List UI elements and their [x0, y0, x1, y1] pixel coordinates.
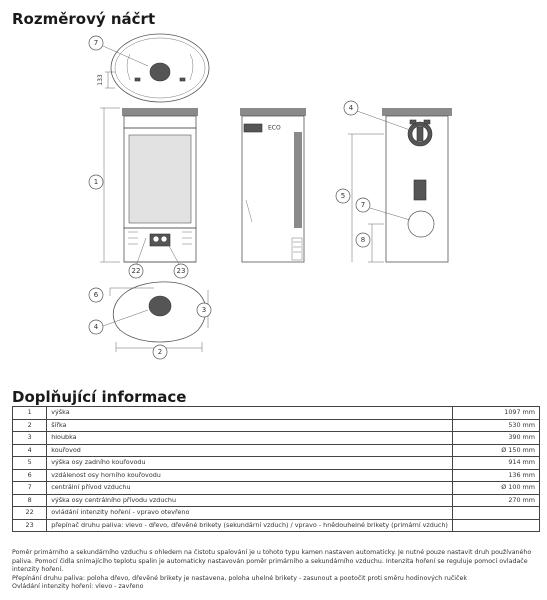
row-description: výška osy centrálního přívodu vzduchu — [47, 494, 453, 507]
table-row — [13, 482, 540, 495]
row-description: centrální přívod vzduchu — [47, 482, 453, 495]
row-description: vzdálenost osy horního kouřovodu — [47, 469, 453, 482]
table-row — [13, 432, 540, 445]
row-description: kouřovod — [47, 444, 453, 457]
row-number: 23 — [13, 519, 47, 532]
row-number: 22 — [13, 507, 47, 520]
eco-label: ECO — [268, 124, 281, 132]
side-view — [240, 108, 306, 262]
table-row — [13, 469, 540, 482]
table-row — [13, 519, 540, 532]
row-description: výška osy zadního kouřovodu — [47, 457, 453, 470]
front-view — [89, 108, 198, 278]
row-number: 6 — [13, 469, 47, 482]
row-description: šířka — [47, 419, 453, 432]
row-value: 270 mm — [452, 494, 539, 507]
row-description: přepínač druhu paliva: vlevo - dřevo, dřevěné brikety (sekundární vzduch) / vpravo - hnědouhelné brikety (primární vzduch) — [47, 519, 453, 532]
callout-1-label: 1 — [93, 178, 99, 186]
callout-2-label: 2 — [157, 348, 163, 356]
table-row — [13, 507, 540, 520]
dim-133: 133 — [97, 74, 104, 86]
row-description: ovládání intenzity hoření - vpravo otevřeno — [47, 507, 453, 520]
table-row — [13, 457, 540, 470]
notes — [12, 549, 540, 592]
note-paragraph-2: Přepínání druhu paliva: poloha dřevo, dřevěné brikety je nastavena, poloha uhelné brikety - zasunout a pootočit proti směru hodinových ručiček — [12, 574, 468, 582]
callout-22-label: 22 — [131, 267, 141, 275]
row-description: výška — [47, 407, 453, 420]
section-title-info: Doplňující informace — [12, 388, 187, 406]
callout-23-label: 23 — [176, 267, 186, 275]
callout-5-label: 5 — [340, 192, 346, 200]
callout-4-rear-label: 4 — [348, 104, 354, 112]
info-table — [12, 406, 540, 532]
callout-6-label: 6 — [93, 291, 99, 299]
callout-4-plan-label: 4 — [93, 323, 99, 331]
row-value: 136 mm — [452, 469, 539, 482]
row-number: 5 — [13, 457, 47, 470]
row-number: 7 — [13, 482, 47, 495]
row-number: 1 — [13, 407, 47, 420]
row-value: 530 mm — [452, 419, 539, 432]
note-paragraph-3: Ovládání intenzity hoření: vlevo - zavřeno — [12, 583, 144, 591]
table-row — [13, 494, 540, 507]
row-value — [452, 507, 539, 520]
plan-view — [89, 282, 211, 359]
table-row — [13, 419, 540, 432]
row-value: 1097 mm — [452, 407, 539, 420]
row-number: 8 — [13, 494, 47, 507]
callout-7-label: 7 — [93, 39, 99, 47]
row-number: 2 — [13, 419, 47, 432]
callout-3-label: 3 — [201, 306, 207, 314]
table-row — [13, 444, 540, 457]
row-value: 914 mm — [452, 457, 539, 470]
row-number: 4 — [13, 444, 47, 457]
note-paragraph-1: Poměr primárního a sekundárního vzduchu s ohledem na čistotu spalování je u tohoto typu kamen nastaven automaticky. Je nutné pouze nastavit druh používaného paliva. Pomocí čidla snímajícího teplotu spalin je automaticky nastavován poměr primárního a sekundárního vzduchu. Intenzita hoření se reguluje pomocí ovladače intenzity hoření. — [12, 549, 532, 574]
callout-8-label: 8 — [360, 236, 366, 244]
row-number: 3 — [13, 432, 47, 445]
row-value: 390 mm — [452, 432, 539, 445]
rear-view — [336, 101, 452, 262]
row-value: Ø 100 mm — [452, 482, 539, 495]
row-value — [452, 519, 539, 532]
table-row — [13, 407, 540, 420]
top-view — [89, 34, 209, 102]
row-value: Ø 150 mm — [452, 444, 539, 457]
callout-7-rear-label: 7 — [360, 201, 366, 209]
row-description: hloubka — [47, 432, 453, 445]
page-title: Rozměrový náčrt — [12, 10, 156, 28]
